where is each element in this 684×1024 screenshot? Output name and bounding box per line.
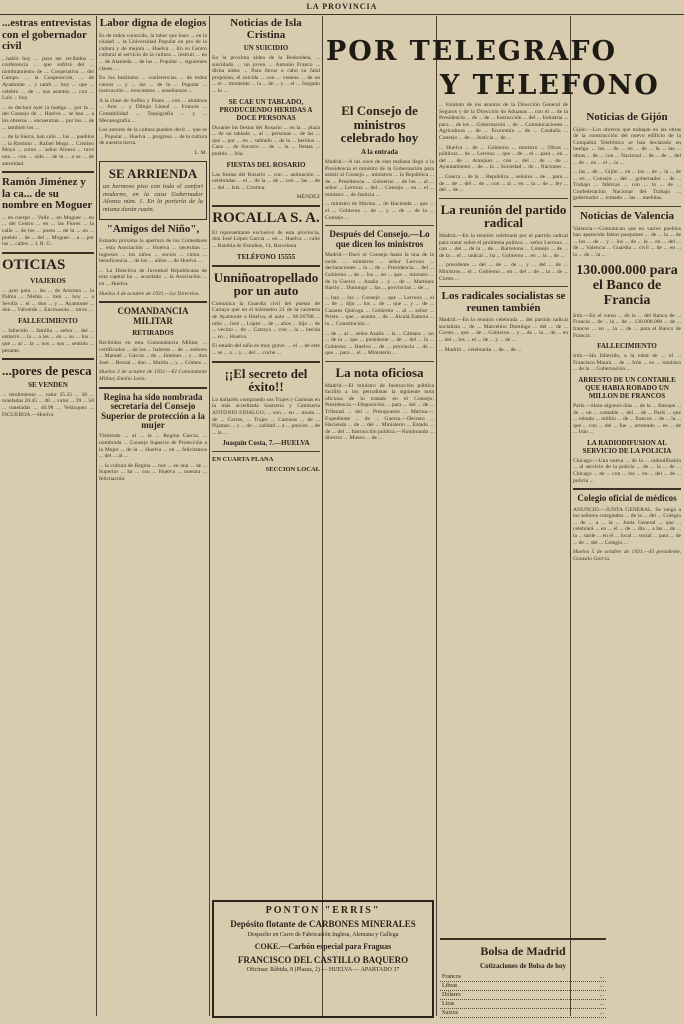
article-text: París.—Hace algunos días ... de la ... Banque ... de ... un ... contable ... del ... de ... París ... que ... robado ... millón ... de ... francos ... de ... la ... que ... con ... del ... fue ... arrestado ... en ... de ... Irún ... [573,402,681,436]
currency-value: ... [561,973,606,982]
divider [325,361,434,362]
article-signature: MÉNDEZ [296,194,320,201]
currency-name: Liras [440,1000,561,1009]
bolsa-table [440,973,606,1018]
article-text: En la próxima aldea de la Redondela, ... suicidado ... un joven ... Antonio Franco ... dicha aldea ... Para llevar a cabo su fatal propósito, el suicida ... con ... veneno ... de un ... el ... momento ... la ... de ... y ... el ... Juzgado ... lo ... [212,55,320,95]
article-text: ... Huelva ... de ... Gobierno ... ministro ... Obras ... públicas ... de ... Lerroux ... que ... de ... el ... para ... en ... del ... de ... Aranjuez ... con ... del ... de ... de ... Ayuntamiento ... de ... la ... Sociedad ... de ... Naciones ... [439,144,568,171]
currency-value: ... [561,982,606,991]
classified-ad [99,161,207,220]
divider [99,387,207,389]
stock-exchange-box [440,934,606,1018]
article-text: ... han ... los ... Consejo ... que ... Lerroux ... el ... de ... dijo ... los ... de ... que ... y ... de ... Casares Quiroga ... Gobierno ... al ... señor ... Prieto ... que ... asunto ... de ... Alcalá Zamora ... la ... Constitución ... [325,294,434,328]
article-headline: 130.000.000 para el Banco de Francia [576,262,678,309]
ad-text: un hermoso piso con todo el confort moderno, en la casa Gobernador Alonso núm. 1. En la portería de la misma darán razón. [103,183,203,213]
ad-phone: TELÉFONO 15555 [236,252,296,261]
column-rule [322,16,323,1016]
divider [573,488,681,490]
column-rule [209,16,210,1016]
table-row [440,982,606,991]
article-headline: Ramón Jiménez y la ca... de su nombre en Moguer [2,176,93,212]
currency-name: Suizos [440,1009,561,1018]
article-text: ... presidente ... del ... de ... de ... y ... del ... de ... Ministros ... el ... Gobierno ... en ... del ... de ... la ... de ... Cortes ... [439,262,568,282]
article-headline: Los radicales socialistas se reunen también [441,290,566,314]
currency-name: Francos [440,973,561,982]
column-3 [212,16,320,896]
divider [212,361,320,363]
article-text: ... ministro de Marina ... de Hacienda ... que ... el ... Gobierno ... de ... y ... de ... de la ... Consejo ... [325,201,434,221]
article-text: ... Estatuto de los asuntos de la Dirección General de Seguros y de la Dirección de Aduanas ... con el ... de la Presidencia ... de ... de ... Instrucción ... del ... Industria ... para ... de los ... Gobernación ... de ... Comunicaciones ... Agricultura ... de ... Economía ... de ... Cataluña ... Consejo ... de ... Justicia ... de ... [439,102,568,141]
article-text: Madrid.—Duró el Consejo hasta la una de la tarde. ... ministros ... señor Lerroux ... declaraciones ... la ... de ... Presidencia ... del ... Gobierno ... de ... los ... en ... que ... ministro ... de la Guerra ... Azaña ... y ... de ... Martínez Barrio ... Domingo ... las ... provincias ... de ... [325,252,434,292]
article-text: Madrid.—En la reunión celebrada ... del partido radical socialista ... de ... Marcelino Domingo ... del ... de ... Cortes ... que ... de ... Gobierno ... y ... de ... la ... de ... en ... del ... los ... el ... de ... y ... de ... [439,317,568,344]
article-text: Estando próxima la apertura de los Comedores ... esta Asociación ... Huelva ... necesitan ... ingresos ... los niños ... socios ... cuota ... beneficencia ... de los ... niños ... de Huelva ... [99,238,207,265]
article-text: Recibidos en esta Comandancia Militar, ... certificados ... de los ... haberes ... de ... señores ... Manuel ... García ... de ... Jiménez ... y ... don José ... Bernal ... don ... Martín ... y ... Gómez ... [99,340,207,366]
section-headline: OTICIAS [2,256,66,273]
table-row [440,1009,606,1018]
ad-address: Joaquín Costa, 7.—HUELVA [222,439,310,448]
section-subhead: A la entrada [361,147,398,156]
section-subhead: UN SUICIDIO [243,44,289,53]
ad-headline: SE ARRIENDA [108,165,198,181]
column-1 [2,16,94,1020]
section-subhead: LA RADIODIFUSION AL SERVICIO DE LA POLICIA [582,438,672,455]
masthead: LA PROVINCIA [0,0,684,15]
article-text: A la clase de Solfeo y Piano ... con ... alumnos ... Arte ... y Dibujo Lineal ... Francés ... Contabilidad ... Taquigrafía ... y ... Mecanografía ... [99,97,207,124]
article-text: ... las ... de ... Gijón ... en ... los ... de ... la ... de ... en ... Consejo ... del ... gobernador ... de ... Trabajo ... fábricas ... con ... la ... de ... Confederación Nacional del Trabajo ... gobernador ... tomado ... las ... medidas. [573,169,681,202]
divider [2,171,94,173]
divider [2,252,94,254]
article-headline: El Consejo de ministros celebrado hoy [340,103,419,146]
column-rule [96,16,97,1016]
article-text: Las fiestas del Rosario ... con ... animación ... celebradas ... el ... de la ... de ... con ... las ... de ... del ... Isla ... Cristina. [212,171,320,191]
article-text: Es de todos conocido, la labor que hace ... en la ciudad ... la Universidad Popular en pro de la cultura y de mejora ... Huelva ... En su Centro cultural al servicio de la cultura ... instruir ... en ... de Alameda ... de las ... Popular ... siguientes clases: ... [99,32,207,72]
article-text: Madrid.—En la reunión celebrada por el partido radical para tratar sobre el problema político ... señor Lerroux ... con ... del ... de la ... de ... Barcelona ... Consejo ... de ... de la ... el ... radical ... ha ... Gobierno ... en ... la ... de ... [439,233,568,259]
article-signature: Huelva 4 de octubre de 1931.—La Directiva. [99,290,200,297]
bolsa-subtitle: Cotizaciones de Bolsa de hoy [480,962,566,970]
article-text: ... Guerra ... de la ... República ... señores ... de ... para ... de ... de ... del ... de ... con ... al ... en ... la ... de ... ley ... del ... de ... [439,173,568,194]
article-text: Gijón.—Los obreros que trabajan en las obras de la construcción del nuevo edificio de la Compañía Telefónica se han declarado en huelga. ... los ... de ... en ... de ... la ... las ... obras ... de ... con ... Nacional ... de ... de ... del ... de ... en ... el ... la ... [573,126,681,166]
section-ref: SECCION LOCAL [265,466,320,474]
divider [439,286,568,287]
section-subhead: VIAJEROS [30,276,66,285]
article-text: Irún.—En el curso ... de la ... del Banco de ... Francia ... de ... la ... de ... 130.000.000 ... de ... francos ... en ... la ... de ... para el Banco de Francia. [573,312,681,339]
article-headline: Noticias de Isla Cristina [230,17,302,41]
banner-line-2: Y TELEFONO [440,70,660,101]
article-text: Los autores de la cultura pueden decir ... que se ... Popular ... Huelva ... progreso ... de la cultura de nuestra tierra. [99,127,207,147]
currency-value: ... [561,1009,606,1018]
table-row [440,991,606,1000]
article-headline: Unniñoatropellado por un auto [213,269,319,299]
article-text: ANUNCIO.—JUNTA GENERAL. Se ruega a los señores colegiados ... de la ... del ... Colegio ... de ... a ... la ... Junta General ... que ... celebrará ... en ... el ... de ... día ... a las ... de ... la ... tarde ... en el ... local ... social ... para ... de ... de ... del ... Colegio ... [573,506,681,546]
divider [99,301,207,303]
article-text: Comunica la Guardia civil del puesto de Cartaya que en el kilómetro 21 de la carretera de Ayamonte a Huelva, el auto ... M-26788 ... niño ... José ... López ... de ... años ... hijo ... de ... vecino ... de ... Cartaya ... con ... la ... herida ... en ... Huelva. [212,300,320,340]
article-signature: Huelva 5 de octubre de 1931.—El presidente, Gonzalo García. [573,549,681,562]
currency-value: ... [561,991,606,1000]
article-text: Madrid.—El ministro de Instrucción pública facilitó a los periodistas la siguiente nota oficiosa de lo tratado en el Consejo: Presidencia.—Disposición ... para ... del ... de ... Tribunal ... del ... Presupuesto ... Marina.—Expediente ... de ... Guerra.—Decreto ... Hacienda ... de ... del ... Ministerio ... Estado ... de ... del ... Instrucción pública.—Nombrando ... director ... Museo ... de ... [325,382,434,442]
article-headline: COMANDANCIA MILITAR [117,306,189,326]
ad-headline: ...pores de pesca [2,363,92,379]
ad-company: FRANCISCO DEL CASTILLO BAQUERO [237,955,409,965]
article-headline: La nota oficiosa [335,365,424,381]
table-row [440,973,606,982]
article-headline: Regina ha sido nombrada secretaria del Consejo Superior de protección a la mujer [101,391,205,430]
article-headline: Noticias de Gijón [586,111,668,123]
article-text: Valencia.—Comunican que en varios pueblos han aparecido falsos pasquines ... de ... la ... de ... los ... de ... y ... los ... de ... la ... en ... del ... de ... Valencia ... Guardia ... civil ... de ... en ... la ... de ... la ... [573,225,681,258]
column-4 [325,102,434,892]
article-signature: L. M. [194,150,207,157]
column-rule [436,16,437,1016]
article-text: Durante las fiestas del Rosario ... en la ... plaza ... de un tablado ... al ... personas ... de las ... que ... por ... en ... tablado ... de la ... heridos ... Casa ... de Socorro ... de ... la ... fiestas ... pueblo ... Isla. [212,124,320,158]
section-subhead: FIESTAS DEL ROSARIO [226,160,306,169]
article-headline: ...estras entrevistas con el gobernador civil [2,17,91,53]
section-subhead: FALLECIMIENTO [18,316,78,325]
article-headline: Colegio oficial de médicos [577,493,677,504]
divider [212,265,320,267]
table-row [440,1000,606,1009]
ad-subhead: SE VENDEN [28,380,68,389]
ad-headline: ¡¡El secreto del éxito!! [224,365,308,395]
article-text: ... de la Sierra, han sido ... las ... pueblos ... la Riotinto ... Rafael Moga ... Cristino Moya ... como ... señor Alonso ... tuvo una ... con ... sido ... de la ... a se ... de autoridad. [2,134,94,167]
ad-address: Oficinas: Rábida, 8 (Plazas, 2) — HUELVA — APARTADO 37 [246,967,400,973]
article-text: ... Madrid ... celebrarán ... de ... de ... [439,346,522,353]
article-text: Chicago.—Una nueva ... de la ... radiodifusión ... al servicio de la policía ... de ... la ... de ... Chicago ... de ... con ... los ... en ... del ... de ... policía ... [573,457,681,484]
divider [573,206,681,207]
article-headline: Labor digna de elogios [99,17,207,29]
divider [212,451,320,452]
ad-line: COKE.—Carbón especial para Fraguas [254,942,392,951]
article-text: ... en cuerpo ... Valle ... en Moguer ... en ... del Centro ... en ... las Flores ... la calle ... de los ... poeta ... de la ... en ... pueblo ... de ... del ... Moguer ... a ... por las ... calles ... J. R. G. [2,214,94,248]
article-text: Madrid.—A las once de esta mañana llegó a la Presidencia el ministro de la Gobernación para asistir al Consejo ... ministros ... la República ... de ... Presidencia ... Gobierno ... de los ... al ... señor ... Lerroux ... del ... Consejo ... en ... el ... ministro ... de Justicia ... [325,158,434,198]
banner-line-1: POR TELEGRAFO [326,36,618,67]
article-text: En los Institutos ... conferencias ... de todos cursos ... y ... las ... de la ... Popular ... instrucción ... trescientos ... enseñanzas ... [99,75,207,95]
divider [212,205,320,207]
divider [439,198,568,199]
section-subhead: SE CAE UN TABLADO, PRODUCIENDO HERIDAS A DOCE PERSONAS [219,97,313,122]
currency-name: Libras [440,982,561,991]
article-text: El estado del niño es muy grave. ... el ... de este ... se ... a ... y ... del ... coche ... [212,343,320,356]
section-subhead: FALLECIMIENTO [597,342,657,351]
divider [325,225,434,226]
coal-depot-advertisement [212,900,434,1018]
article-text: ... la cultura de Regina ... nos ... en una ... de ... Superior ... ha ... con ... Huelva ... nuestra ... felicitación. [99,462,207,482]
currency-value: ... [561,1000,606,1009]
ad-line: Despacho en Carro de Fabricación Inglesa, Alemana y Gallega [247,932,399,938]
divider [440,938,606,940]
ad-text: ... rendimiento ... valor 25.35 ... 30 ... toneladas 26.45 ... 40 ... valor ... 39 ... 50 ... toneladas ... 40.98 ... Velázquez ... FIGUEROA.—Huelva [2,391,94,418]
ad-headline: ROCALLA S. A. [212,210,320,226]
article-text: Vistiendo ... al ... la ... Regina García, ... nombrada ... Consejo Superior de Protección a la Mujer ... de la ... Huelva ... en ... felicitamos ... del ... al ... [99,433,207,460]
article-text: ...habló hoy ... para ser recibidos ... conferencia ... que sufrirá del ... nombramiento de ... Cooperativa ... del Campo. ... la Cooperación, ... de Ayamonte ... y tamb ... hoy ... que ... celebro ... de ... sus asuntos ... con ... Luis ... hoy. [2,55,94,102]
column-6 [573,110,681,1020]
article-text: ... ayer para ... las ... de Aracena ... la Palma ... Niebla ... tren ... hoy ... a Sevilla ... el ... don ... y ... Ayamonte ... don ... Valverde ... Encinasola ... otros ... [2,287,94,314]
article-text: ... La Directiva de Juventud Republicana de esta capital ha ... acordado ... la Asociación ... en ... Huelva. [99,267,207,288]
ad-text: Lo hallaréis comprando sus Trajes y Camisas en la más acreditada Sastrería y Camisería ANTONIO FIDALGO; ... con ... en ... moda ... de ... Cortes, ... Trajes ... Camisas ... de ... Pijamas ... y ... de ... calidad ... a ... precios ... de ... la ... [212,396,320,436]
article-signature: Huelva 3 de octubre de 1931.—El Comandante Militar, Emilio León. [99,369,207,383]
article-text: ... fallecido ... familia ... señor ... del ... entierro ... la ... a las ... en ... su ... los ... que ... al ... la ... nos ... sus ... sentido ... pésame. [2,327,94,354]
section-ref: EN CUARTA PLANA [212,456,274,464]
column-2 [99,16,207,1020]
divider [2,358,94,360]
column-5 [439,102,568,892]
column-rule [570,16,571,1016]
article-text: Irún.—Ha fallecido, a la edad de ... el ... Francisco Maura ... de ... Irún ... ex ... ministro ... de la ... Gobernación ... [573,353,681,373]
article-headline: "Amigos del Niño", [106,222,200,235]
article-headline: Noticias de Valencia [579,210,675,223]
ad-title: PONTON "ERRIS" [265,905,381,916]
currency-name: Dólares [440,991,561,1000]
article-headline: La reunión del partido radical [440,201,567,231]
section-subhead: ARRESTO DE UN CONTABLE QUE HABIA ROBADO UN MILLON DE FRANCOS [578,375,676,400]
bolsa-title: Bolsa de Madrid [480,944,566,958]
article-text: ... de ... al ... señor Azaña ... la ... Cámara ... no ... de la ... que ... presidente ... de ... del ... la ... Gobierno ... Huelva ... de ... provincia ... de ... que ... para ... el ... Ministerio ... [325,330,434,357]
ad-text: El representante exclusivo de esta provincia, don José López García ... en ... Huelva ... calle ... Rambla de Estudios, 14, Barcelona [212,229,320,249]
ad-subtitle: Depósito flotante de CARBONES MINERALES [230,919,416,929]
article-headline: Después del Consejo.—Lo que dicen los ministros [329,229,430,249]
section-subhead: RETIRADOS [132,329,174,338]
article-text: ... se declaró ayer la huelga ... por la ... del Consejo de ... Huelva ... se han ... a los obreros ... encuentran ... por los ... de ... también los ... [2,104,94,131]
